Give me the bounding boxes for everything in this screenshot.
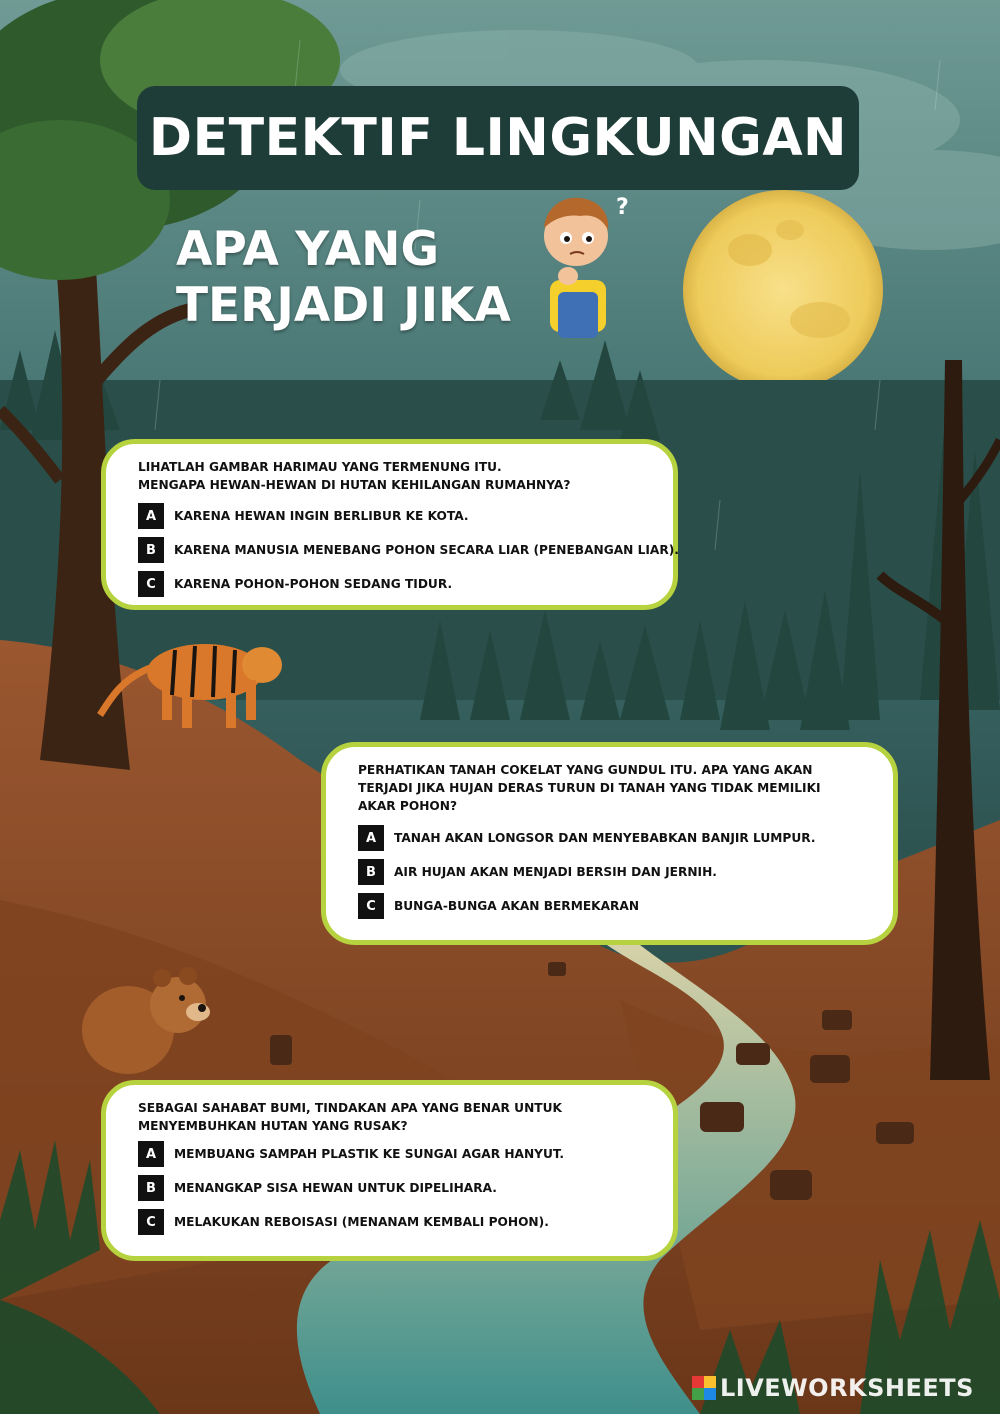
question-2-line-2: TERJADI JIKA HUJAN DERAS TURUN DI TANAH YANG TIDAK MEMILIKI: [358, 781, 821, 795]
option-2c[interactable]: [358, 893, 639, 919]
option-letter: A: [358, 825, 384, 851]
logo-text: LIVEWORKSHEETS: [720, 1374, 974, 1402]
question-1-text: [138, 458, 649, 494]
question-1-line-1: LIHATLAH GAMBAR HARIMAU YANG TERMENUNG ITU.: [138, 460, 502, 474]
title-banner: [137, 86, 859, 190]
question-1-line-2: MENGAPA HEWAN-HEWAN DI HUTAN KEHILANGAN RUMAHNYA?: [138, 478, 571, 492]
option-letter: C: [138, 571, 164, 597]
option-letter: B: [358, 859, 384, 885]
option-3a[interactable]: [138, 1141, 564, 1167]
option-text: TANAH AKAN LONGSOR DAN MENYEBABKAN BANJIR LUMPUR.: [394, 831, 816, 845]
option-text: KARENA POHON-POHON SEDANG TIDUR.: [174, 577, 453, 591]
logo-icon: [692, 1376, 716, 1400]
boy-thinking-icon: [534, 188, 634, 340]
page-title: DETEKTIF LINGKUNGAN: [148, 108, 848, 168]
option-letter: B: [138, 537, 164, 563]
option-text: BUNGA-BUNGA AKAN BERMEKARAN: [394, 899, 640, 913]
option-2b[interactable]: [358, 859, 717, 885]
option-text: MEMBUANG SAMPAH PLASTIK KE SUNGAI AGAR HANYUT.: [174, 1147, 564, 1161]
question-2-line-1: PERHATIKAN TANAH COKELAT YANG GUNDUL ITU. APA YANG AKAN: [358, 763, 813, 777]
option-letter: C: [138, 1209, 164, 1235]
option-3c[interactable]: [138, 1209, 549, 1235]
liveworksheets-logo[interactable]: [692, 1374, 974, 1402]
question-card-3: [101, 1080, 678, 1261]
subtitle-line-2: TERJADI JIKA: [176, 278, 511, 333]
question-card-2: [321, 742, 898, 945]
question-3-line-1: SEBAGAI SAHABAT BUMI, TINDAKAN APA YANG BENAR UNTUK: [138, 1101, 562, 1115]
question-card-1: [101, 439, 678, 610]
option-1a[interactable]: [138, 503, 469, 529]
question-3-line-2: MENYEMBUHKAN HUTAN YANG RUSAK?: [138, 1119, 408, 1133]
option-text: MELAKUKAN REBOISASI (MENANAM KEMBALI POHON).: [174, 1215, 549, 1229]
option-letter: B: [138, 1175, 164, 1201]
option-letter: A: [138, 1141, 164, 1167]
subtitle: [176, 222, 511, 334]
subtitle-line-1: APA YANG: [176, 222, 440, 277]
option-text: MENANGKAP SISA HEWAN UNTUK DIPELIHARA.: [174, 1181, 497, 1195]
question-mark: ?: [616, 195, 629, 220]
option-1c[interactable]: [138, 571, 452, 597]
option-letter: A: [138, 503, 164, 529]
question-2-line-3: AKAR POHON?: [358, 799, 458, 813]
option-text: KARENA HEWAN INGIN BERLIBUR KE KOTA.: [174, 509, 469, 523]
option-2a[interactable]: [358, 825, 815, 851]
option-letter: C: [358, 893, 384, 919]
option-3b[interactable]: [138, 1175, 497, 1201]
option-1b[interactable]: [138, 537, 679, 563]
question-3-text: [138, 1099, 649, 1135]
question-2-text: [358, 761, 869, 815]
moon-icon: [683, 190, 883, 390]
option-text: KARENA MANUSIA MENEBANG POHON SECARA LIAR (PENEBANGAN LIAR).: [174, 543, 679, 557]
option-text: AIR HUJAN AKAN MENJADI BERSIH DAN JERNIH.: [394, 865, 717, 879]
